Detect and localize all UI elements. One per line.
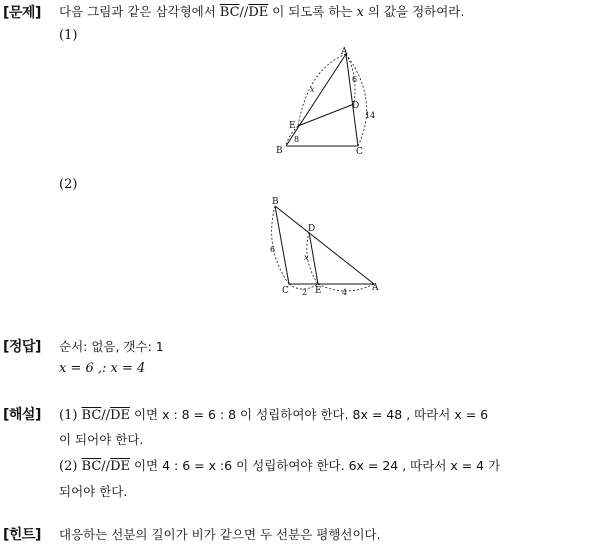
part-2-label: (2) [59, 177, 78, 192]
explanation-tag: [해설] [3, 407, 41, 423]
label-c: C [282, 286, 289, 296]
segment-de: $\overline{DE}$ [248, 5, 269, 20]
label-c: C [356, 147, 363, 157]
label-b: B [272, 197, 279, 207]
problem-tag: [문제] [3, 5, 41, 21]
side-ba [275, 206, 374, 284]
problem-text-a: 다음 그림과 같은 삼각형에서 [59, 4, 220, 19]
hint-text: 대응하는 선분의 길이가 비가 같으면 두 선분은 평행선이다. [59, 527, 381, 542]
figure-2-triangle [262, 194, 392, 302]
problem-statement [59, 2, 464, 20]
explanation-line-2: 이 되어야 한다. [59, 432, 144, 447]
segment-bc: $\overline{BC}$ [81, 459, 102, 474]
segment-bc: $\overline{BC}$ [219, 5, 240, 20]
segment-de: $\overline{DE}$ [110, 459, 130, 474]
parallel-sign: // [101, 459, 111, 474]
explanation-part-2: (2) [59, 459, 82, 474]
measure-14: 14 [365, 111, 376, 120]
problem-text-c: 의 값을 정하여라. [363, 4, 465, 19]
explanation-line-3 [59, 456, 500, 474]
label-d: D [308, 224, 316, 234]
parallel-sign: // [239, 5, 249, 20]
explanation-part-1: (1) [59, 408, 82, 423]
label-e: E [315, 286, 322, 296]
label-a: A [372, 283, 379, 293]
segment-bc: $\overline{BC}$ [81, 408, 102, 423]
label-a: A [341, 47, 348, 57]
explanation-text-3: 이면 4 : 6 = x :6 이 성립하여야 한다. 6x = 24 , 따라서 x = 4 가 [129, 458, 501, 473]
label-b: B [276, 146, 283, 156]
measure-x: x [310, 85, 315, 94]
explanation-line-1 [59, 405, 488, 423]
variable-x: x [356, 5, 364, 20]
answer-line-2: x = 6 ,: x = 4 [59, 361, 146, 376]
side-ab [286, 54, 346, 146]
explanation-text-1: 이면 x : 8 = 6 : 8 이 성립하여야 한다. 8x = 48 , 따라서 x = 6 [129, 407, 489, 422]
measure-8: 8 [294, 135, 300, 144]
measure-2: 2 [302, 288, 308, 297]
measure-x: x [304, 253, 309, 262]
hint-tag: [힌트] [3, 527, 41, 543]
segment-de: $\overline{DE}$ [110, 408, 130, 423]
answer-line-1: 순서: 없음, 갯수: 1 [59, 339, 164, 354]
measure-4: 4 [342, 288, 348, 297]
problem-text-b: 이 되도록 하는 [268, 4, 357, 19]
answer-tag: [정답] [3, 339, 41, 355]
parallel-sign: // [101, 408, 111, 423]
measure-6: 6 [352, 75, 358, 84]
measure-6: 6 [270, 245, 276, 254]
figure-1-triangle [268, 44, 388, 160]
side-ac [346, 54, 358, 146]
label-e: E [289, 121, 296, 131]
label-d: D [352, 101, 360, 111]
explanation-line-4: 되어야 한다. [59, 484, 128, 499]
part-1-label: (1) [59, 28, 78, 43]
